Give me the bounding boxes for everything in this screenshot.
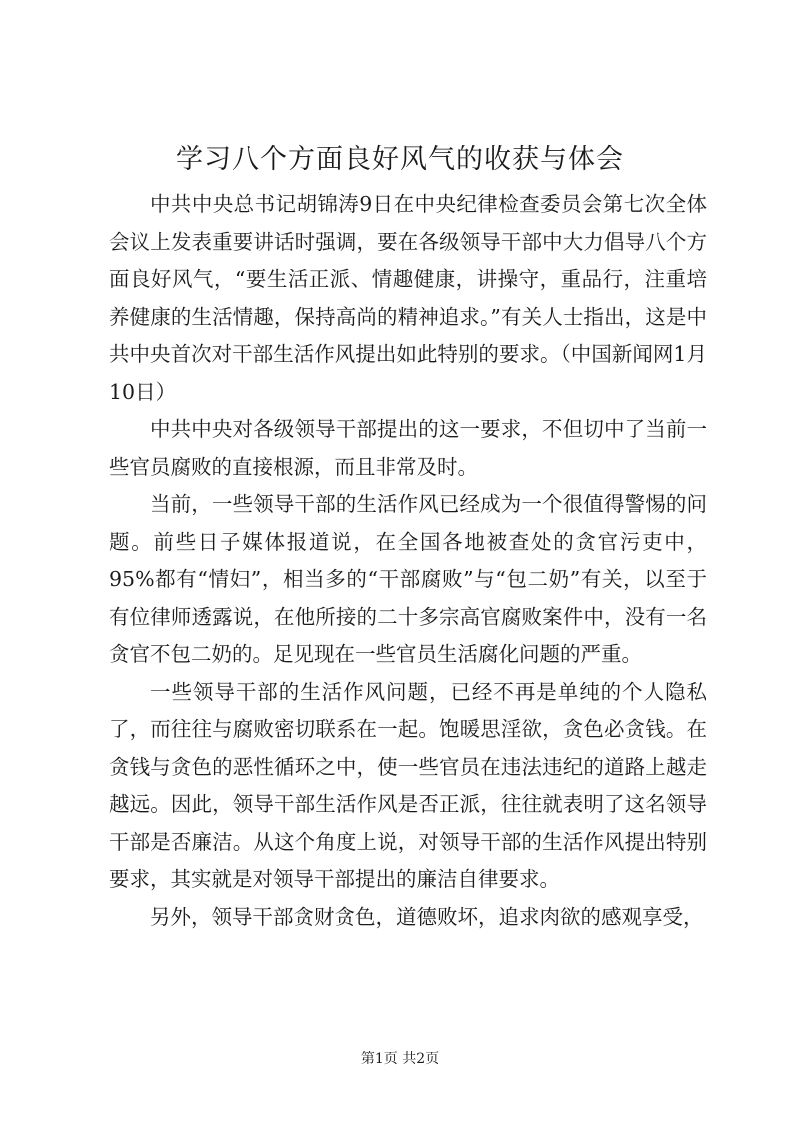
page-footer [0,1049,800,1069]
paragraph: 中共中央总书记胡锦涛9日在中央纪律检查委员会第七次全体会议上发表重要讲话时强调，要在各级领导干部中大力倡导八个方面良好风气，“要生活正派、情趣健康，讲操守，重品行，注重培养健康的生活情趣，保持高尚的精神追求。”有关人士指出，这是中共中央首次对干部生活作风提出如此特别的要求。（中国新闻网1月10日） [109,192,707,404]
page-number-label: 第1页 共2页 [360,1051,440,1067]
paragraph: 当前，一些领导干部的生活作风已经成为一个很值得警惕的问题。前些日子媒体报道说，在全国各地被查处的贪官污吏中，95%都有“情妇”，相当多的“干部腐败”与“包二奶”有关，以至于有位律师透露说，在他所接的二十多宗高官腐败案件中，没有一名贪官不包二奶的。足见现在一些官员生活腐化问题的严重。 [109,492,707,666]
paragraph: 一些领导干部的生活作风问题，已经不再是单纯的个人隐私了，而往往与腐败密切联系在一起。饱暖思淫欲，贪色必贪钱。在贪钱与贪色的恶性循环之中，使一些官员在违法违纪的道路上越走越远。因此，领导干部生活作风是否正派，往往就表明了这名领导干部是否廉洁。从这个角度上说，对领导干部的生活作风提出特别要求，其实就是对领导干部提出的廉洁自律要求。 [109,679,707,891]
paragraph: 另外，领导干部贪财贪色，道德败坏，追求肉欲的感观享受， [150,904,704,929]
document-body [109,186,707,936]
paragraph: 中共中央对各级领导干部提出的这一要求，不但切中了当前一些官员腐败的直接根源，而且非常及时。 [109,417,707,479]
document-title: 学习八个方面良好风气的收获与体会 [176,144,624,175]
